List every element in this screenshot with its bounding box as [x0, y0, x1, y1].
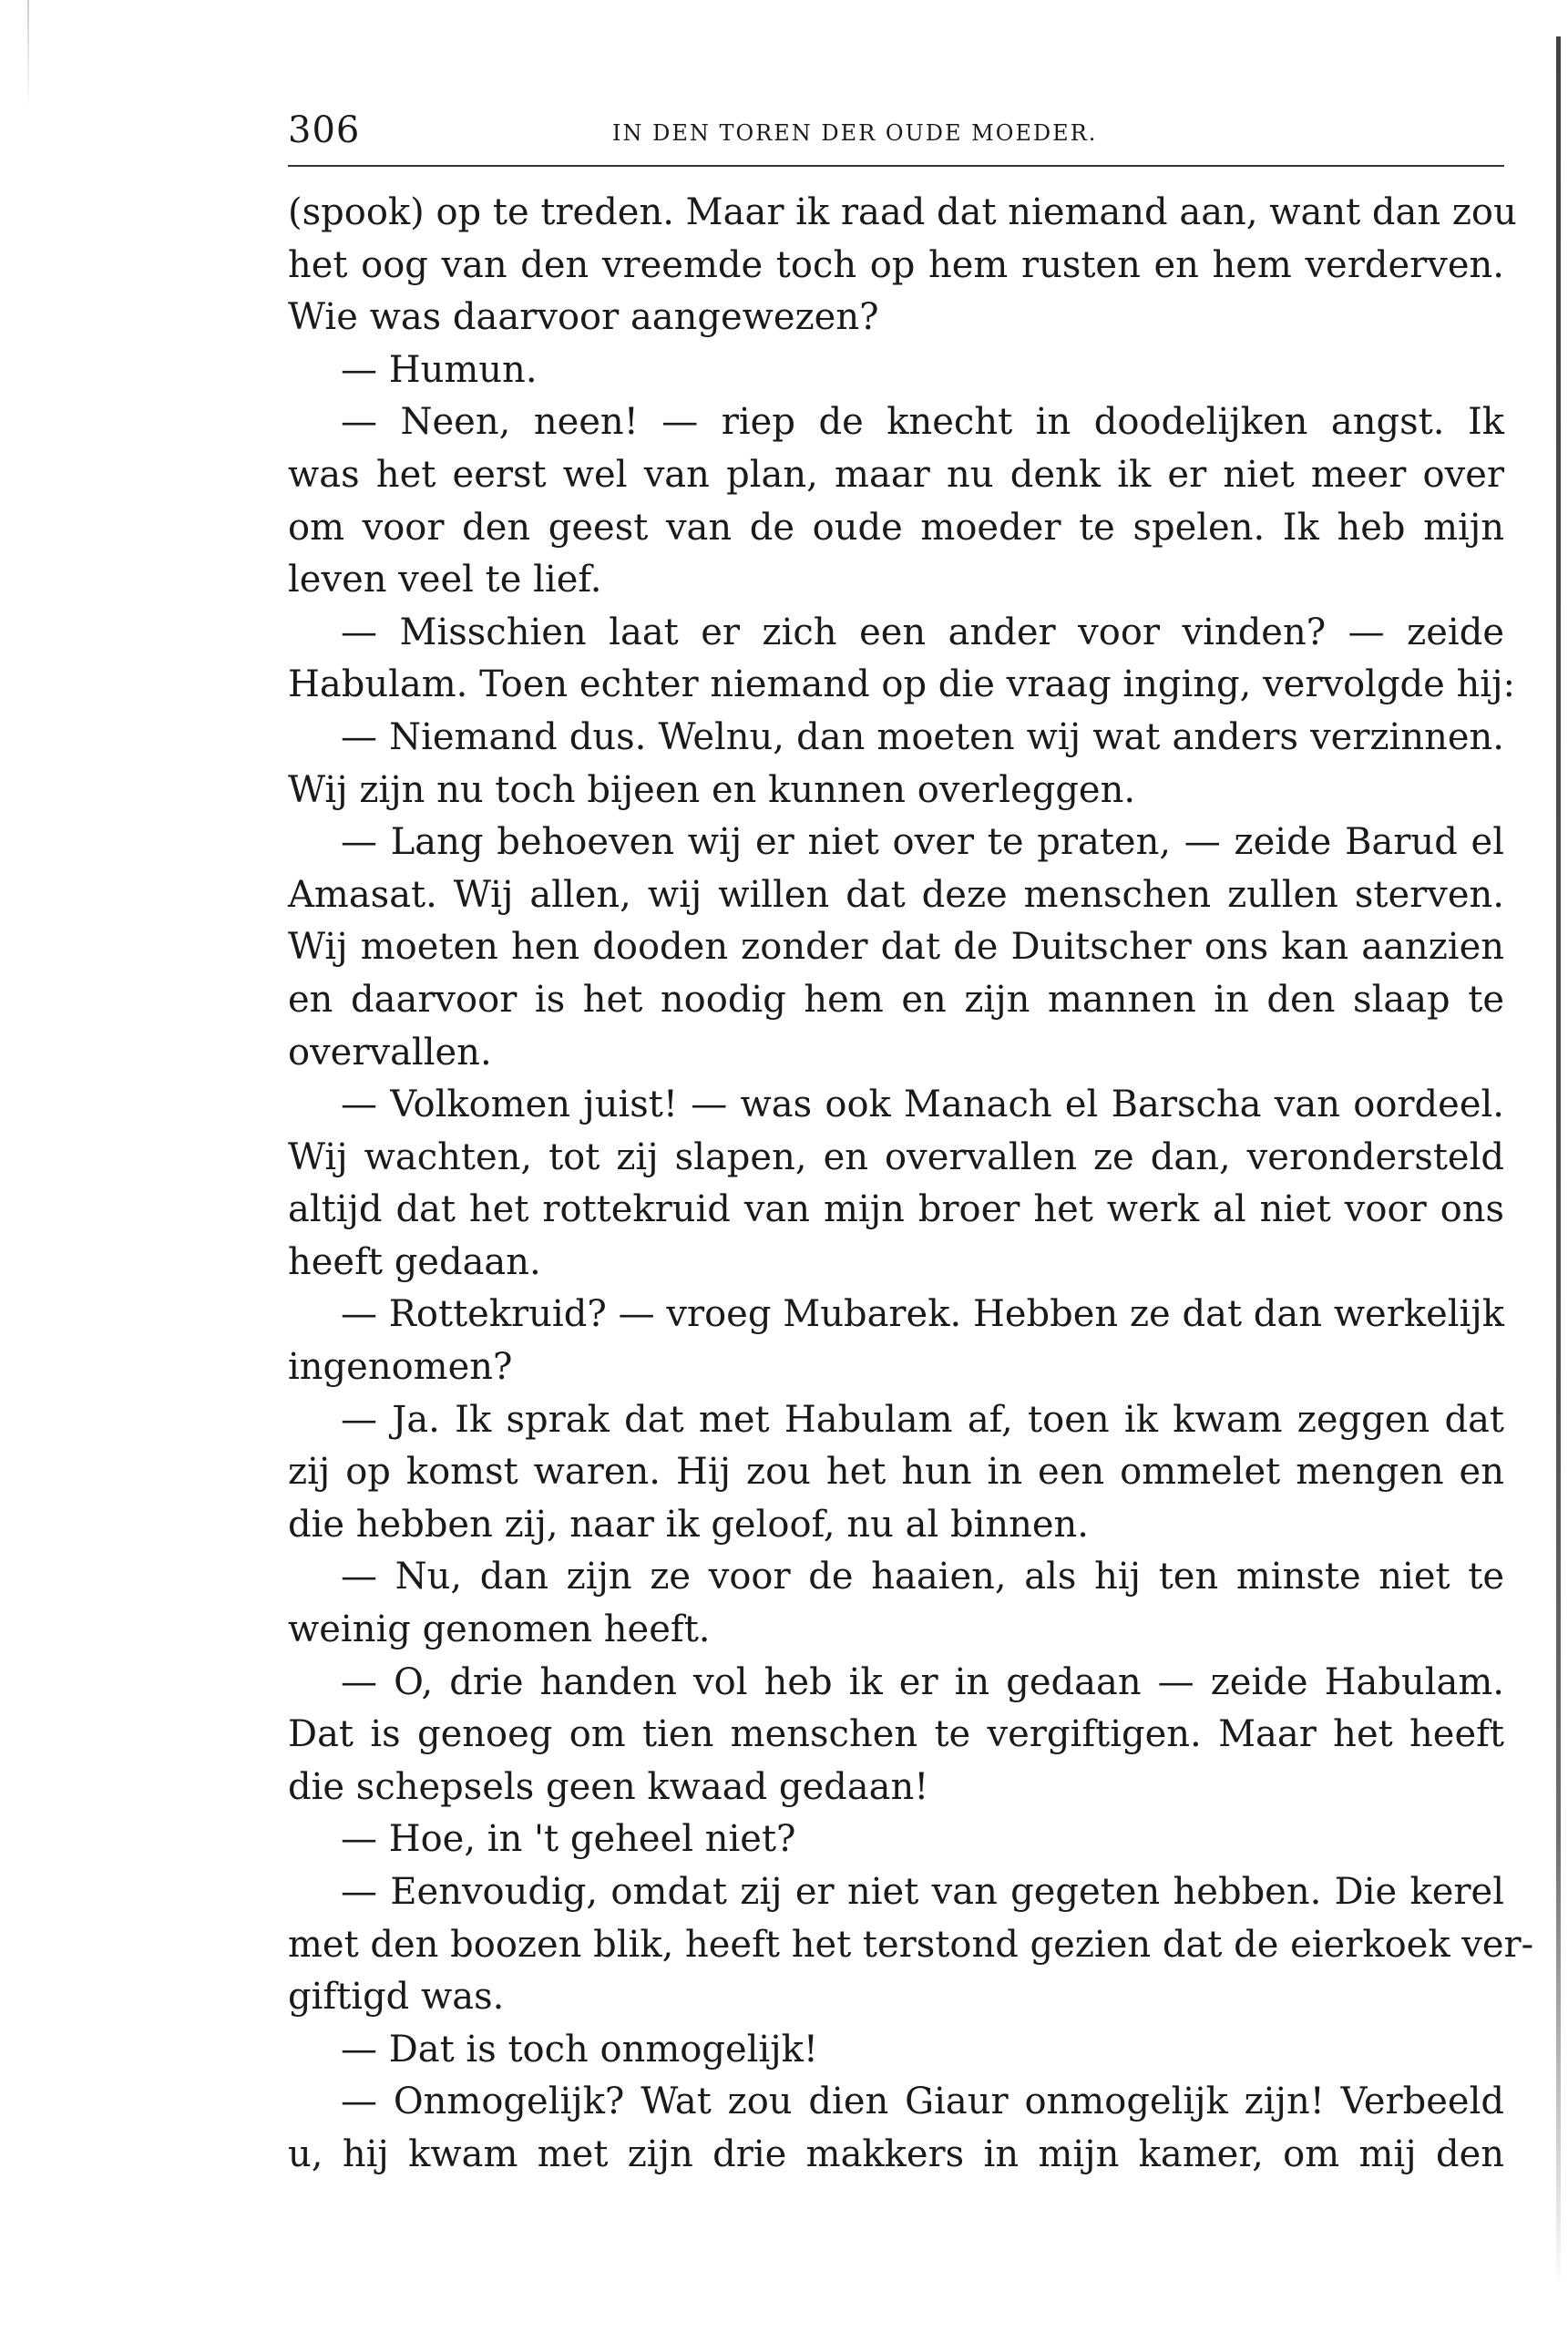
- text-line: en daarvoor is het noodig hem en zijn mannen in den slaap te: [288, 978, 1504, 1021]
- text-line: Habulam. Toen echter niemand op die vraag inging, vervolgde hij:: [288, 663, 1515, 706]
- text-line: Wie was daarvoor aangewezen?: [288, 296, 879, 339]
- text-line: u, hij kwam met zijn drie makkers in mijn kamer, om mij den: [288, 2132, 1504, 2175]
- text-line: ingenomen?: [288, 1346, 513, 1389]
- text-line: — Onmogelijk? Wat zou dien Giaur onmogelijk zijn! Verbeeld: [341, 2081, 1504, 2123]
- text-line: om voor den geest van de oude moeder te spelen. Ik heb mijn: [288, 506, 1504, 549]
- text-line: giftigd was.: [288, 1976, 505, 2019]
- running-head: [288, 109, 1504, 164]
- page-number: 306: [288, 109, 361, 151]
- text-line: altijd dat het rottekruid van mijn broer het werk al niet voor ons: [288, 1188, 1504, 1231]
- text-line: — Volkomen juist! — was ook Manach el Barscha van oordeel.: [341, 1084, 1504, 1126]
- text-line: was het eerst wel van plan, maar nu denk ik er niet meer over: [288, 453, 1504, 496]
- text-line: overvallen.: [288, 1031, 492, 1074]
- text-line: Dat is genoeg om tien menschen te vergiftigen. Maar het heeft: [288, 1713, 1504, 1756]
- text-line: zij op komst waren. Hij zou het hun in een ommelet mengen en: [288, 1451, 1504, 1494]
- text-line: — Niemand dus. Welnu, dan moeten wij wat anders verzinnen.: [341, 715, 1504, 758]
- text-line: — Eenvoudig, omdat zij er niet van gegeten hebben. Die kerel: [341, 1871, 1504, 1913]
- text-line: — Neen, neen! — riep de knecht in doodelijken angst. Ik: [341, 401, 1504, 444]
- text-line: Amasat. Wij allen, wij willen dat deze menschen zullen sterven.: [288, 873, 1504, 916]
- text-line: — Rottekruid? — vroeg Mubarek. Hebben ze dat dan werkelijk: [341, 1293, 1504, 1336]
- text-line: — Misschien laat er zich een ander voor vinden? — zeide: [341, 611, 1504, 653]
- text-line: (spook) op te treden. Maar ik raad dat niemand aan, want dan zou: [288, 191, 1517, 233]
- text-line: heeft gedaan.: [288, 1240, 541, 1283]
- text-line: die schepsels geen kwaad gedaan!: [288, 1765, 929, 1808]
- text-line: — Humun.: [341, 348, 538, 391]
- text-line: weinig genomen heeft.: [288, 1608, 711, 1651]
- text-line: — Lang behoeven wij er niet over te praten, — zeide Barud el: [341, 821, 1504, 864]
- text-line: — Dat is toch onmogelijk!: [341, 2028, 818, 2071]
- text-line: het oog van den vreemde toch op hem rusten en hem verderven.: [288, 243, 1504, 286]
- scan-edge-right: [1556, 36, 1561, 2287]
- text-line: — Nu, dan zijn ze voor de haaien, als hij ten minste niet te: [341, 1556, 1504, 1598]
- text-line: Wij moeten hen dooden zonder dat de Duitscher ons kan aanzien: [288, 926, 1504, 969]
- scan-edge-left: [27, 0, 29, 109]
- text-line: — O, drie handen vol heb ik er in gedaan — zeide Habulam.: [341, 1660, 1504, 1703]
- text-line: Wij zijn nu toch bijeen en kunnen overleggen.: [288, 768, 1136, 811]
- text-line: — Hoe, in 't geheel niet?: [341, 1818, 796, 1861]
- text-line: — Ja. Ik sprak dat met Habulam af, toen ik kwam zeggen dat: [341, 1398, 1504, 1441]
- text-line: die hebben zij, naar ik geloof, nu al binnen.: [288, 1503, 1090, 1546]
- text-line: met den boozen blik, heeft het terstond gezien dat de eierkoek ver-: [288, 1923, 1534, 1966]
- text-line: leven veel te lief.: [288, 559, 602, 601]
- text-line: Wij wachten, tot zij slapen, en overvallen ze dan, verondersteld: [288, 1136, 1504, 1178]
- header-rule: [288, 165, 1504, 167]
- body-text: [288, 187, 1534, 2182]
- running-title: IN DEN TOREN DER OUDE MOEDER.: [612, 120, 1098, 146]
